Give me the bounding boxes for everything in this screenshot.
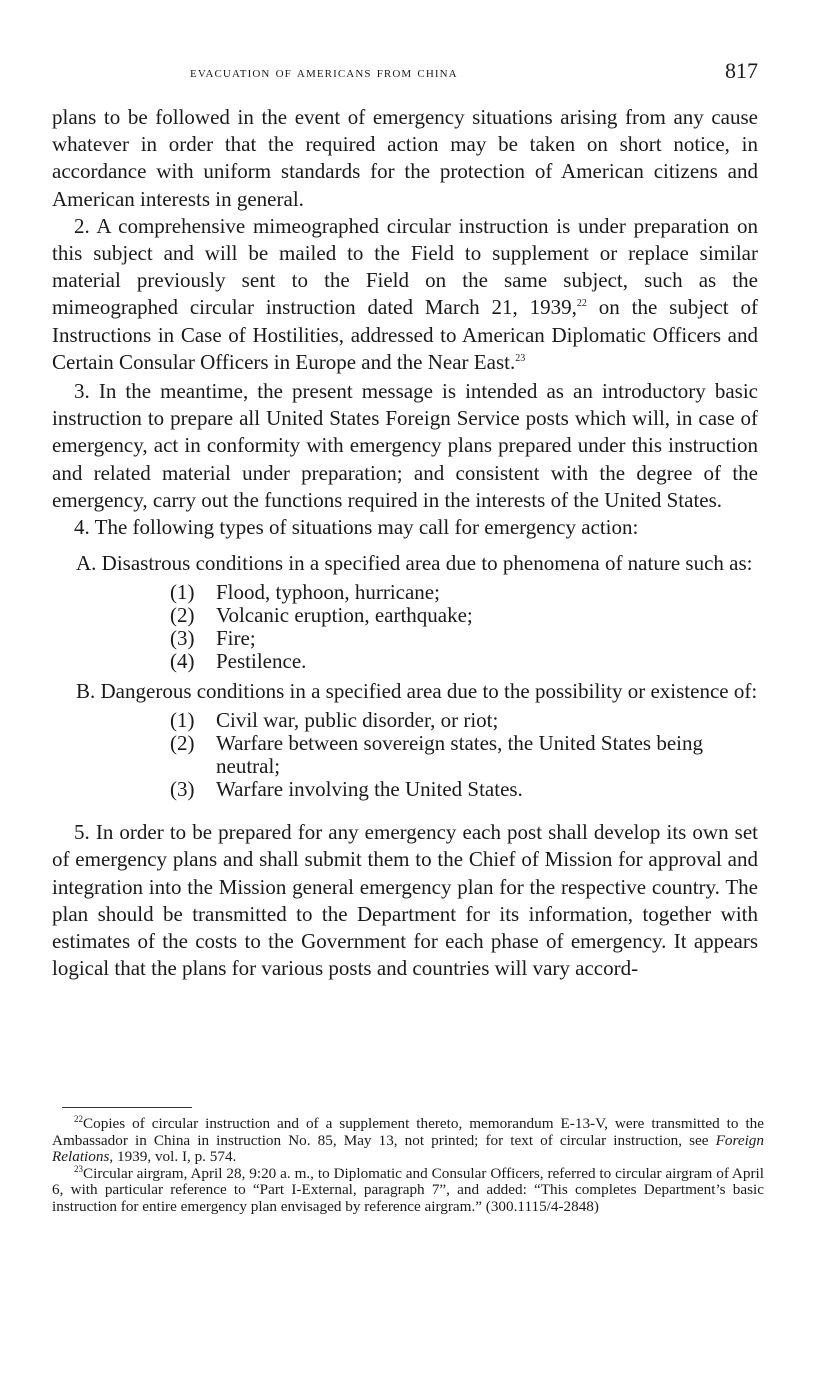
- page-number: 817: [725, 58, 758, 83]
- paragraph-1: plans to be followed in the event of emergency situations arising from any cause whatever in order that the required action may be taken on short notice, in accordance with uniform standards for the protection of American citizens and American interests in general.: [52, 105, 758, 211]
- footnote-rule: [62, 1107, 192, 1108]
- paragraph-5: 5. In order to be prepared for any emergency each post shall develop its own set of emergency plans and shall submit them to the Chief of Mission for approval and integration into the Mission general emergency plan for the respective country. The plan should be transmitted to the Department for its information, together with estimates of the costs to the Government for each phase of emergency. It appears logical that the plans for various posts and countries will vary accord-: [52, 820, 758, 981]
- footnote-mark-22: 22: [74, 1113, 83, 1124]
- paragraph-2: [52, 213, 758, 376]
- list-a-subitems: [52, 581, 758, 673]
- list-a-item-2: (2) Volcanic eruption, earthquake;: [170, 603, 473, 628]
- list-a-text: Disastrous conditions in a specified area due to phenomena of nature such as:: [101, 551, 753, 576]
- footnote-ref-22[interactable]: 22: [576, 298, 587, 310]
- paragraph-2-text-a: 2. A comprehensive mimeographed circular instruction is under preparation on this subject and will be mailed to the Field to supplement or replace similar material previously sent to the Field on the same subject, such as the mimeographed circular instruction dated March 21, 1939,: [52, 213, 758, 320]
- paragraph-2-text-b: on the subject of Instructions in Case of Hostilities, addressed to American Diplomatic Officers and Certain Consular Officers in Europe and the Near East.: [52, 295, 758, 374]
- paragraph-3: 3. In the meantime, the present message is intended as an introductory basic instruction to prepare all United States Foreign Service posts which will, in case of emergency, act in conformity with emergency plans prepared under this instruction and related material under preparation; and consistent with the degree of the emergency, carry out the functions required in the interests of the United States.: [52, 379, 758, 512]
- footnote-mark-23: 23: [74, 1163, 83, 1174]
- footnote-ref-23[interactable]: 23: [515, 352, 526, 364]
- list-b-item-1: (1) Civil war, public disorder, or riot;: [170, 708, 499, 733]
- footnote-22-citation: Foreign Relations: [52, 1131, 764, 1166]
- running-head: [52, 58, 758, 88]
- list-a-item-3: (3) Fire;: [170, 626, 256, 651]
- list-b-item-3: (3) Warfare involving the United States.: [170, 777, 523, 802]
- list-b-text: Dangerous conditions in a specified area due to the possibility or existence of:: [100, 679, 758, 704]
- list-a-item-1: (1) Flood, typhoon, hurricane;: [170, 580, 440, 605]
- paragraph-4: 4. The following types of situations may call for emergency action:: [74, 515, 639, 540]
- footnote-22: $^{22}$Copies of circular instruction and of a supplement thereto, memorandum E-13-V, were transmitted to the Ambassador in China in instruction No. 85, May 13, not printed; for text of circular instruction, see Foreign Relations, 1939, vol. I, p. 574.: [52, 1113, 764, 1166]
- running-title: evacuation of americans from china: [190, 64, 458, 81]
- footnotes: [52, 1113, 764, 1216]
- list-item-b: [52, 679, 758, 703]
- list-b-subitems: [52, 709, 758, 801]
- list-a-label: A.: [76, 551, 97, 576]
- body-text: [52, 104, 758, 982]
- list-b-item-2: (2) Warfare between sovereign states, the United States being neutral;: [170, 731, 703, 779]
- list-b-label: B.: [76, 679, 96, 704]
- list-a-item-4: (4) Pestilence.: [170, 649, 307, 674]
- list-item-a: [52, 551, 758, 575]
- footnote-23: $^{23}$Circular airgram, April 28, 9:20 a. m., to Diplomatic and Consular Officers, referred to circular airgram of April 6, with particular reference to “Part I-External, paragraph 7”, and added: “This completes Department’s basic instruction for entire emergency plan envisaged by reference airgram.” (300.1115/4-2848): [52, 1163, 764, 1215]
